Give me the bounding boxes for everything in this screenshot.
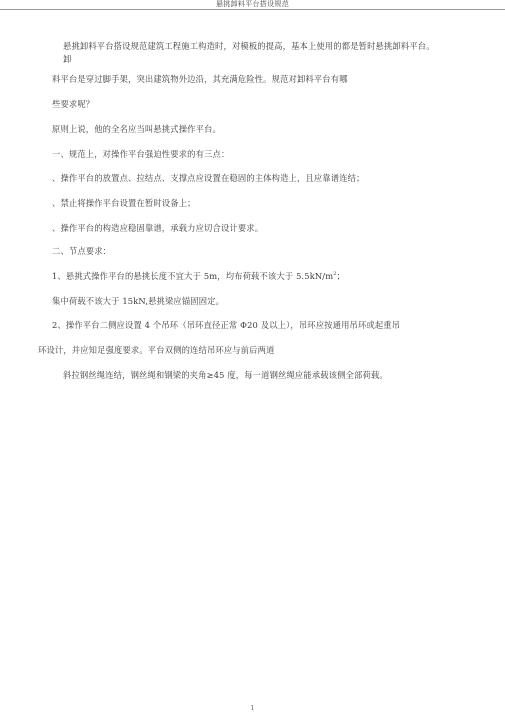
section-2-item-1-text: 1、悬挑式操作平台的悬挑长度不宜大于 5m，均布荷载不该大于 5.5kN/m	[52, 271, 334, 281]
section-2-item-2-line-3: 斜拉钢丝绳连结，钢丝绳和钢梁的夹角≥45 度，每一道钢丝绳应能承载该侧全部荷载。	[63, 370, 388, 380]
page-header	[0, 0, 505, 10]
paragraph-fullname: 原则上说，他的全名应当叫悬挑式操作平台。	[52, 124, 221, 134]
section-2-item-1-continuation: 集中荷载不该大于 15kN,悬挑梁应锚固固定。	[52, 296, 225, 306]
paragraph-intro-line-2: 卸	[63, 54, 72, 64]
paragraph-intro-line-1: 悬挑卸料平台搭设规范建筑工程施工构造时，对模板的提高，基本上使用的都是暂时悬挑卸料平台。	[63, 41, 435, 51]
section-1-item-3: 、操作平台的构造应稳固靠谱，承载力应切合设计要求。	[52, 223, 264, 233]
unit-superscript: 2	[333, 271, 337, 278]
section-1-heading: 一、规范上，对操作平台强迫性要求的有三点：	[52, 149, 230, 159]
paragraph-intro-line-3: 料平台是穿过脚手架，突出建筑物外边沿，其充满危险性。规范对卸料平台有哪	[52, 74, 348, 84]
section-2-item-1-end: ；	[336, 271, 346, 281]
section-2-item-1	[52, 271, 345, 281]
section-1-item-2: 、禁止将操作平台设置在暂时设备上；	[52, 198, 196, 208]
section-1-item-1: 、操作平台的放置点、拉结点、支撑点应设置在稳固的主体构造上，且应靠谱连结；	[52, 173, 365, 183]
section-2-item-2-line-2: 环设计，并应知足强度要求。平台双侧的连结吊环应与前后两道	[38, 345, 275, 355]
page-number: 1	[250, 705, 255, 712]
header-title: 悬挑卸料平台搭设规范	[216, 0, 289, 8]
section-2-item-2-line-1: 2、操作平台二侧应设置 4 个吊环（吊环直径正常 Φ20 及以上），吊环应按通用吊环或起重吊	[52, 320, 401, 330]
paragraph-intro-line-4: 些要求呢？	[52, 99, 95, 109]
section-2-heading: 二、节点要求：	[52, 246, 112, 256]
